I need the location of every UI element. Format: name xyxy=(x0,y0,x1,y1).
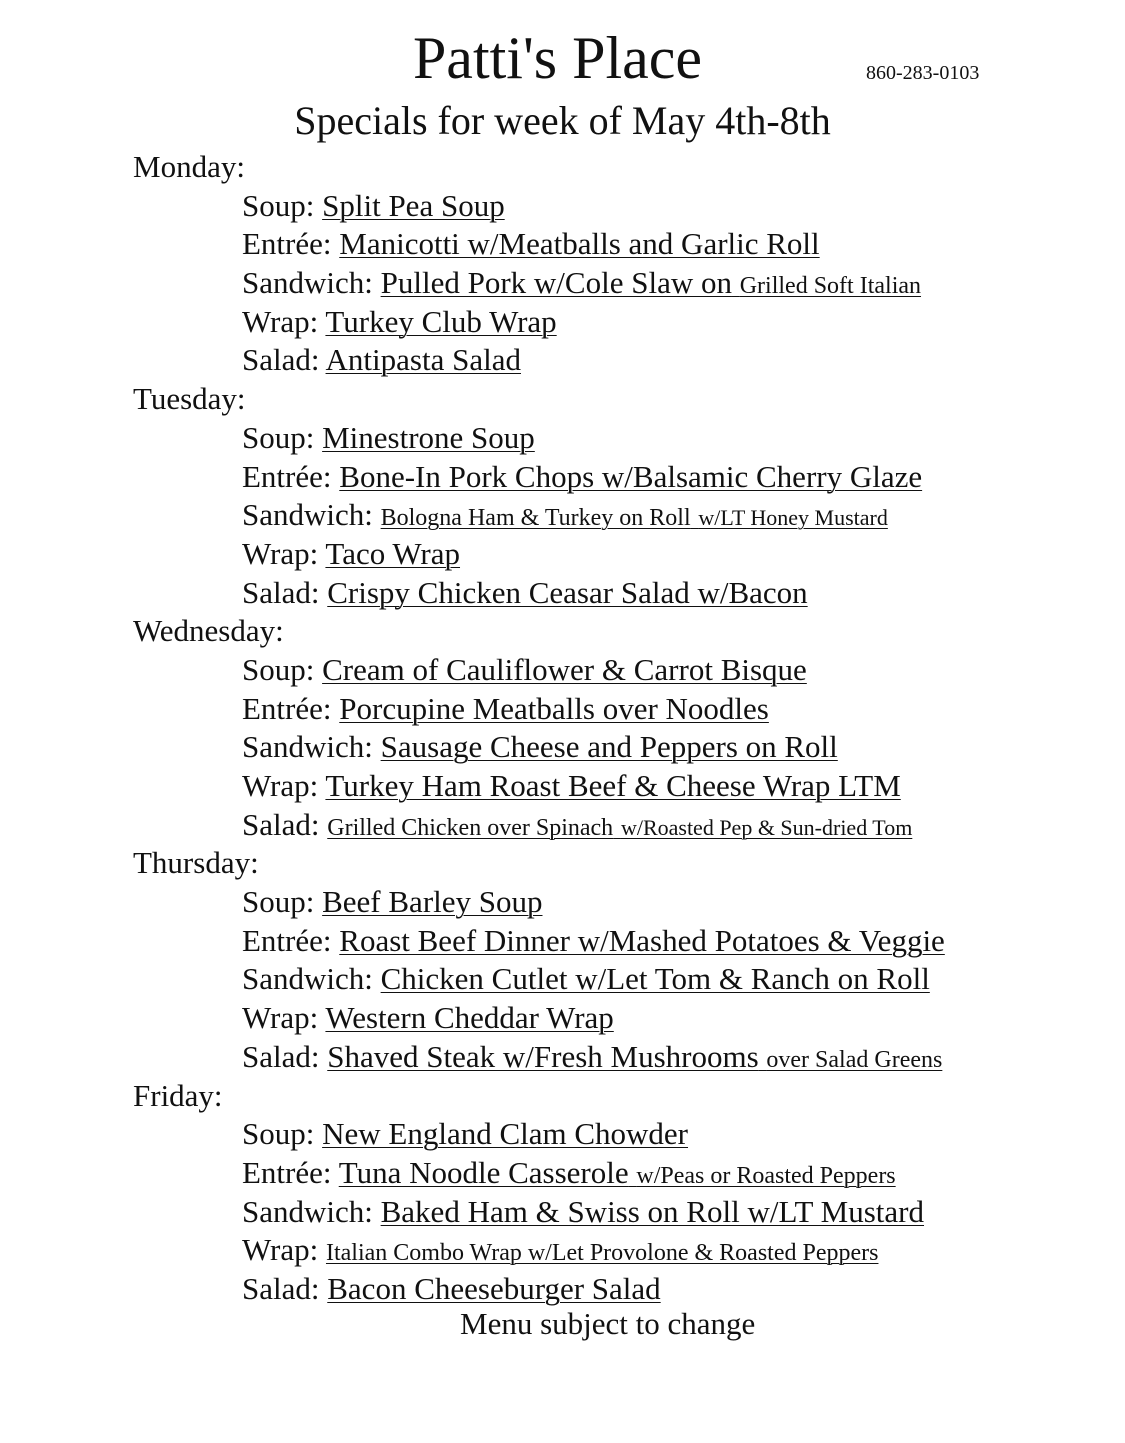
day-heading-thursday: Thursday: xyxy=(133,845,259,881)
item-label: Entrée: xyxy=(242,458,332,494)
menu-item-friday-soup xyxy=(242,1115,1125,1154)
item-label: Sandwich: xyxy=(242,961,373,997)
phone-number: 860-283-0103 xyxy=(866,62,980,84)
item-value: Grilled Chicken over Spinach w/Roasted Pep & Sun-dried Tom xyxy=(327,814,913,841)
item-value: Split Pea Soup xyxy=(322,187,505,223)
day-heading-wednesday: Wednesday: xyxy=(133,613,284,649)
day-heading-friday: Friday: xyxy=(133,1077,223,1113)
restaurant-title: Patti's Place xyxy=(412,25,703,91)
item-value: Bacon Cheeseburger Salad xyxy=(327,1270,661,1306)
item-label: Wrap: xyxy=(242,1232,319,1268)
menu-item-friday-sandwich xyxy=(242,1193,1125,1232)
item-value: Turkey Club Wrap xyxy=(325,303,557,339)
menu-item-wednesday-wrap xyxy=(242,767,1125,806)
item-value: Beef Barley Soup xyxy=(322,884,543,920)
item-label: Wrap: xyxy=(242,535,319,571)
item-value: Antipasta Salad xyxy=(325,342,521,378)
item-value: Minestrone Soup xyxy=(322,419,535,455)
menu-item-monday-salad xyxy=(242,341,1125,380)
item-value: Taco Wrap xyxy=(325,535,461,571)
item-value: Roast Beef Dinner w/Mashed Potatoes & Veggie xyxy=(339,922,945,958)
item-value: Cream of Cauliflower & Carrot Bisque xyxy=(322,651,807,687)
menu-item-thursday-wrap xyxy=(242,999,1125,1038)
day-heading-tuesday: Tuesday: xyxy=(133,381,246,417)
weekly-menu xyxy=(0,148,1125,1309)
item-value: Turkey Ham Roast Beef & Cheese Wrap LTM xyxy=(325,768,901,803)
item-value: Chicken Cutlet w/Let Tom & Ranch on Roll xyxy=(380,961,930,997)
day-heading-monday: Monday: xyxy=(133,149,245,184)
item-value: Shaved Steak w/Fresh Mushrooms over Salad Greens xyxy=(327,1038,943,1074)
item-value: Bone-In Pork Chops w/Balsamic Cherry Glaze xyxy=(339,458,923,494)
item-label: Sandwich: xyxy=(242,729,373,765)
menu-item-wednesday-salad xyxy=(242,806,1125,845)
item-value: Porcupine Meatballs over Noodles xyxy=(339,690,769,726)
menu-item-tuesday-sandwich xyxy=(242,496,1125,535)
item-label: Soup: xyxy=(242,884,315,920)
item-value: Baked Ham & Swiss on Roll w/LT Mustard xyxy=(380,1193,925,1229)
item-label: Salad: xyxy=(242,1038,320,1074)
menu-item-wednesday-entree xyxy=(242,690,1125,729)
item-label: Soup: xyxy=(242,187,315,223)
item-label: Sandwich: xyxy=(242,1193,373,1229)
menu-item-friday-entree xyxy=(242,1154,1125,1193)
item-label: Salad: xyxy=(242,342,320,378)
menu-item-tuesday-entree xyxy=(242,458,1125,497)
item-value: Sausage Cheese and Peppers on Roll xyxy=(380,729,838,765)
menu-item-friday-wrap xyxy=(242,1231,1125,1270)
item-label: Salad: xyxy=(242,806,320,842)
item-value: Tuna Noodle Casserole w/Peas or Roasted Peppers xyxy=(338,1154,896,1190)
item-value: Crispy Chicken Ceasar Salad w/Bacon xyxy=(327,574,808,610)
menu-item-wednesday-soup xyxy=(242,651,1125,690)
item-value: Manicotti w/Meatballs and Garlic Roll xyxy=(339,226,820,262)
specials-subtitle: Specials for week of May 4th-8th xyxy=(294,98,831,143)
item-label: Wrap: xyxy=(242,303,319,339)
item-label: Entrée: xyxy=(242,922,332,958)
item-label: Soup: xyxy=(242,419,315,455)
item-value: Western Cheddar Wrap xyxy=(325,1000,614,1036)
menu-item-monday-soup xyxy=(242,187,1125,226)
menu-item-wednesday-sandwich xyxy=(242,728,1125,767)
menu-item-tuesday-wrap xyxy=(242,535,1125,574)
menu-item-thursday-entree xyxy=(242,922,1125,961)
item-value: Bologna Ham & Turkey on Roll w/LT Honey Mustard xyxy=(380,505,888,532)
item-label: Wrap: xyxy=(242,1000,319,1036)
item-label: Wrap: xyxy=(242,768,319,803)
menu-item-thursday-soup xyxy=(242,883,1125,922)
item-label: Salad: xyxy=(242,1270,320,1306)
item-value: New England Clam Chowder xyxy=(322,1116,689,1152)
item-label: Sandwich: xyxy=(242,265,373,301)
menu-item-thursday-sandwich xyxy=(242,960,1125,999)
item-value: Italian Combo Wrap w/Let Provolone & Roasted Peppers xyxy=(325,1240,879,1267)
item-value: Pulled Pork w/Cole Slaw on Grilled Soft Italian xyxy=(380,265,922,301)
item-label: Entrée: xyxy=(242,1154,332,1190)
menu-disclaimer: Menu subject to change xyxy=(460,1306,756,1341)
item-label: Entrée: xyxy=(242,226,332,262)
item-label: Entrée: xyxy=(242,690,332,726)
menu-item-tuesday-salad xyxy=(242,574,1125,613)
menu-item-monday-entree xyxy=(242,225,1125,264)
item-label: Soup: xyxy=(242,1116,315,1152)
item-label: Soup: xyxy=(242,651,315,687)
menu-item-friday-salad xyxy=(242,1270,1125,1309)
item-label: Salad: xyxy=(242,574,320,610)
menu-item-monday-sandwich xyxy=(242,264,1125,303)
menu-item-tuesday-soup xyxy=(242,419,1125,458)
item-label: Sandwich: xyxy=(242,497,373,533)
menu-item-monday-wrap xyxy=(242,303,1125,342)
menu-item-thursday-salad xyxy=(242,1038,1125,1077)
